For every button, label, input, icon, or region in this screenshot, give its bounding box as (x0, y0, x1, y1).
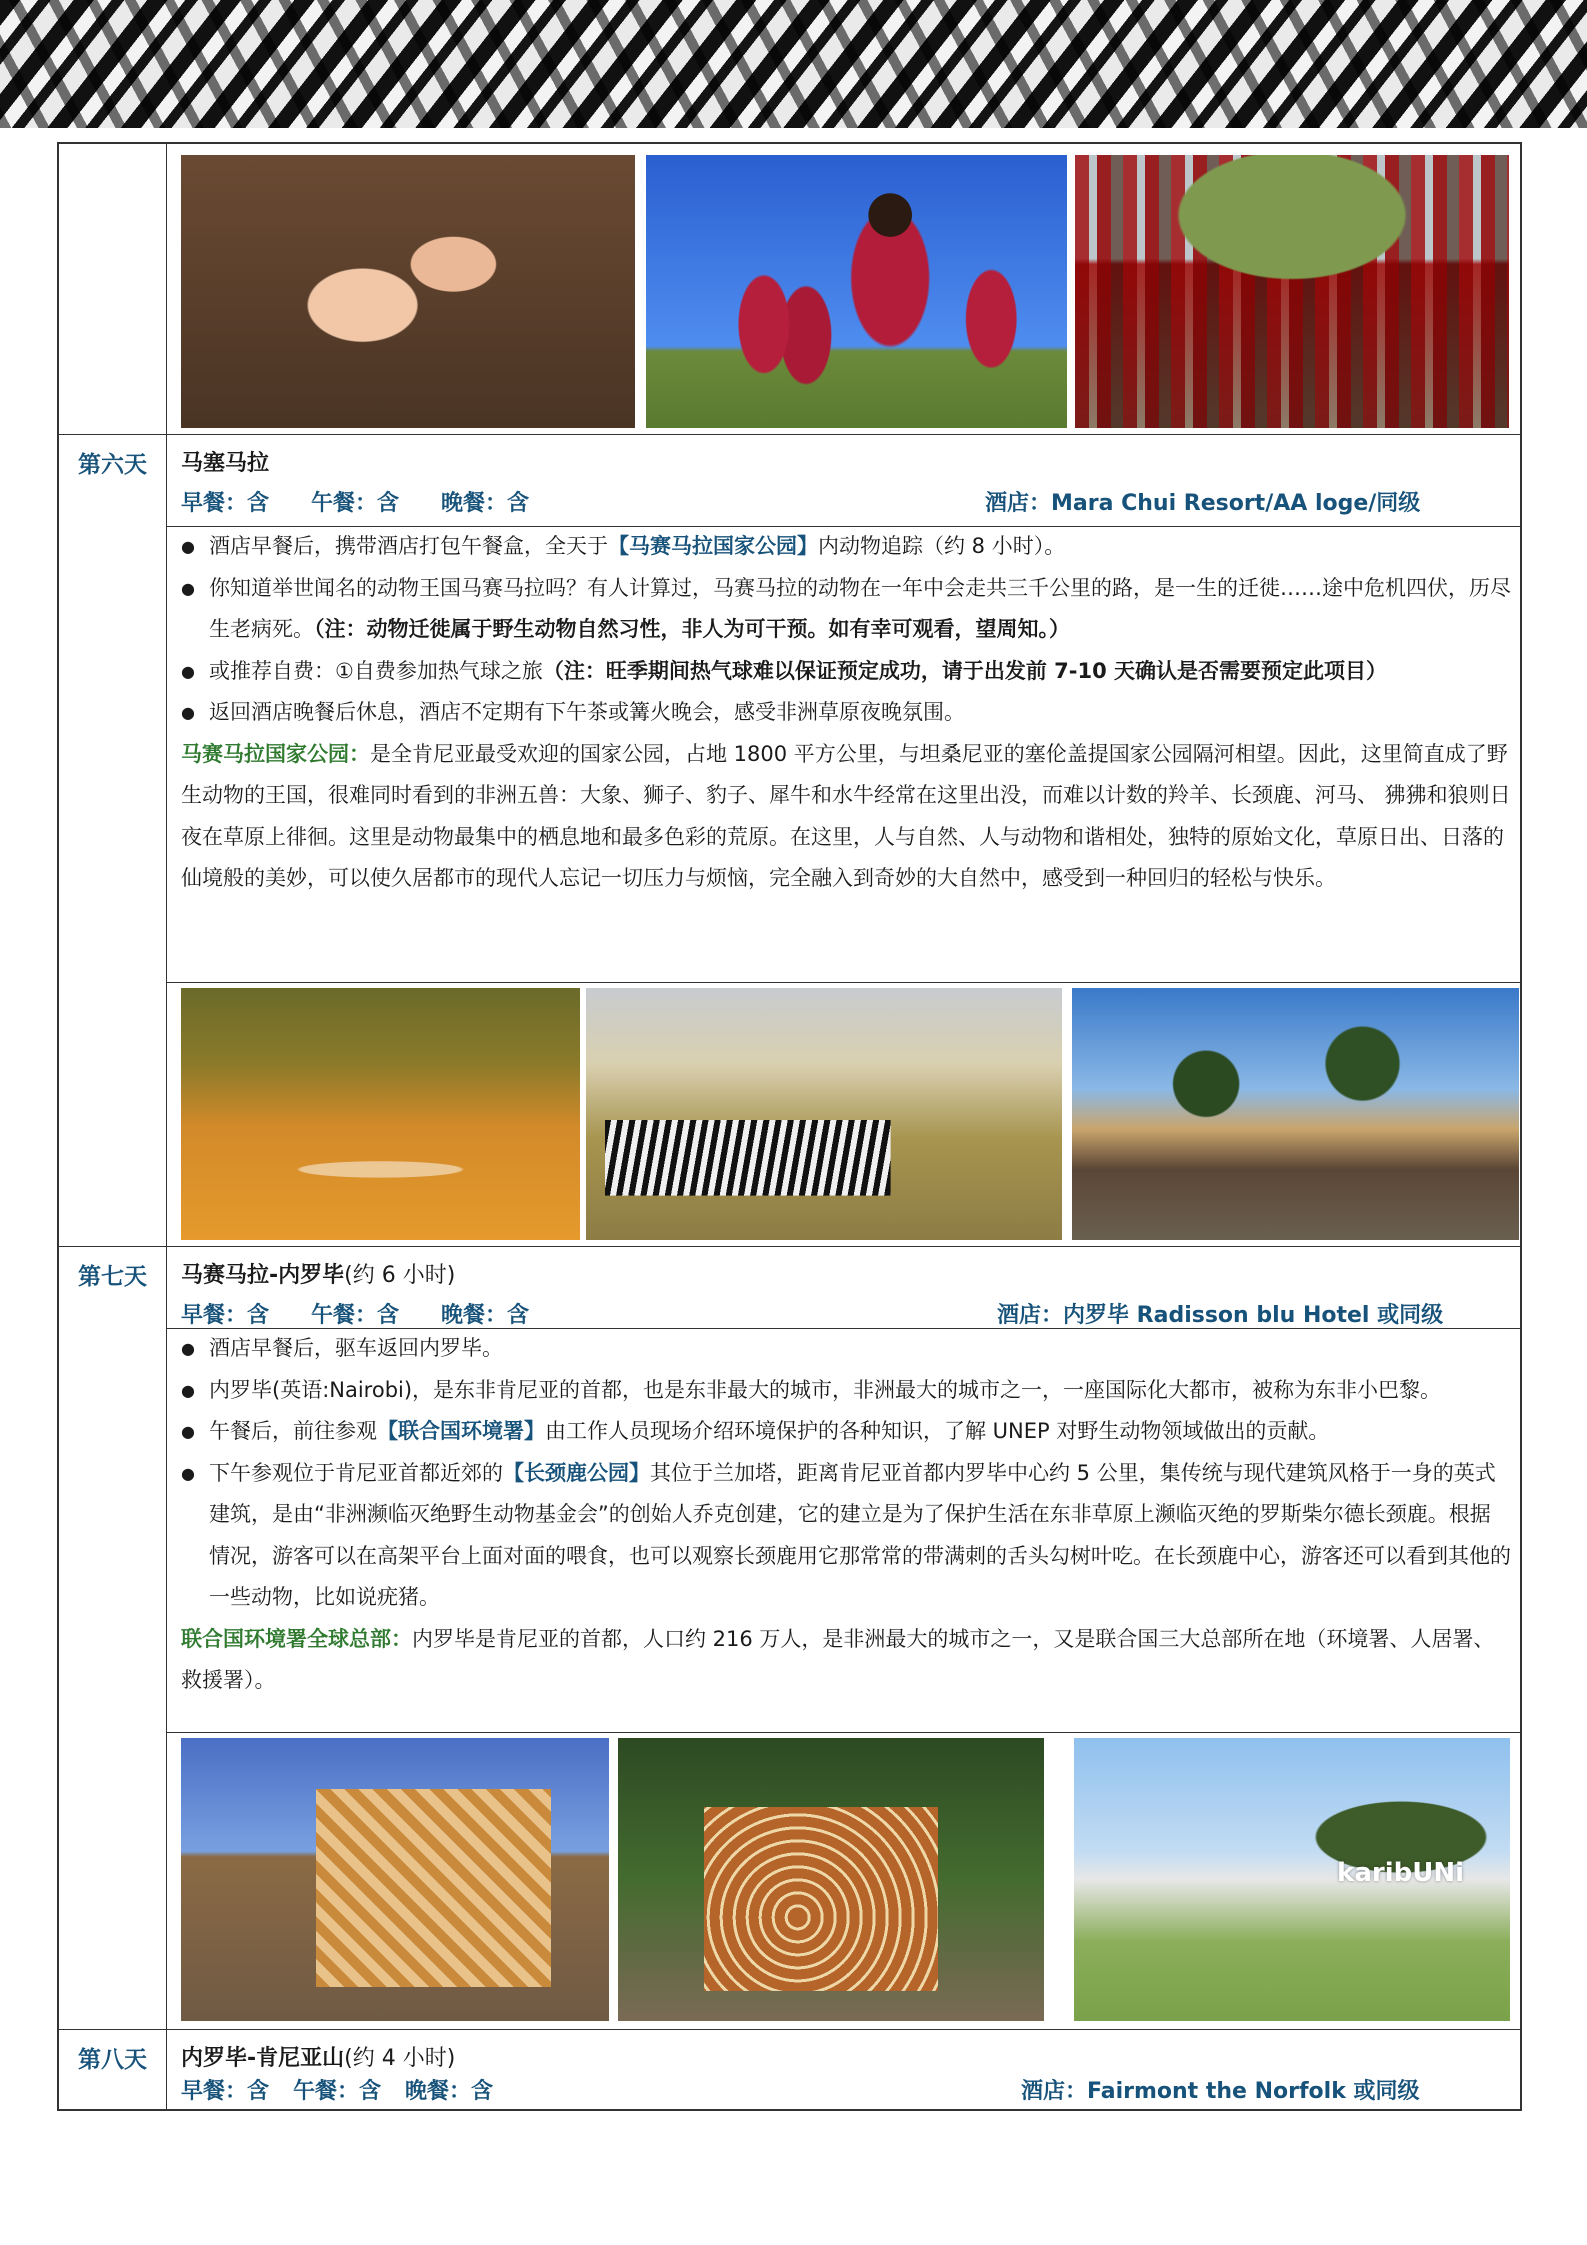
row-divider (167, 982, 1520, 983)
day7-title: 马赛马拉-内罗毕(约 6 小时) (181, 1263, 456, 1288)
day8-lunch: 午餐：含 (293, 2079, 382, 2104)
list-item: ● 下午参观位于肯尼亚首都近郊的【长颈鹿公园】其位于兰加塔，距离肯尼亚首都内罗毕中心约 5 公里，集传统与现代建筑风格于一身的英式建筑，是由“非洲濒临灭绝野生动物基金会”的创始人乔克创建，它的建立是为了保护生活在东非草原上濒临灭绝的罗斯柴尔德长颈鹿。根据情况，游客可以在高架平台上面对面的喂食，也可以观察长颈鹿用它那常常的带满刺的舌头勾树叶吃。在长颈鹿中心，游客还可以看到其他的一些动物，比如说疣猪。 (181, 1453, 1511, 1619)
day8-meals (181, 2074, 517, 2105)
day8-breakfast: 早餐：含 (181, 2079, 270, 2104)
itinerary-table (57, 142, 1522, 2111)
day7-body (181, 1328, 1511, 1702)
giraffe-feeding-photo (181, 1738, 609, 2021)
day6-meals (181, 486, 571, 517)
row-divider (59, 2029, 1520, 2030)
row-divider (59, 434, 1520, 435)
list-item: ● 酒店早餐后，驱车返回内罗毕。 (181, 1328, 1511, 1370)
list-item: ● 酒店早餐后，携带酒店打包午餐盒，全天于【马赛马拉国家公园】内动物追踪（约 8 小时）。 (181, 526, 1511, 568)
day8-dinner: 晚餐：含 (405, 2079, 494, 2104)
day7-label: 第七天 (78, 1264, 147, 1290)
mara-river-photo (1072, 988, 1519, 1240)
unep-intro: 联合国环境署全球总部：内罗毕是肯尼亚的首都，人口约 216 万人，是非洲最大的城市之一，又是联合国三大总部所在地（环境署、人居署、救援署）。 (181, 1626, 1495, 1692)
unep-headquarters-photo (1074, 1738, 1510, 2021)
list-item: ● 内罗毕(英语:Nairobi)，是东非肯尼亚的首都，也是东非最大的城市，非洲最大的城市之一，一座国际化大都市，被称为东非小巴黎。 (181, 1370, 1511, 1412)
school-visit-photo (1075, 155, 1509, 428)
planting-tree-photo (181, 155, 635, 428)
day6-dinner: 晚餐：含 (441, 491, 530, 516)
list-item: ● 返回酒店晚餐后休息，酒店不定期有下午茶或篝火晚会，感受非洲草原夜晚氛围。 (181, 692, 1511, 734)
giraffe-park-photo (618, 1738, 1044, 2021)
day6-hotel: 酒店：Mara Chui Resort/AA loge/同级 (985, 491, 1421, 516)
list-item: ● 午餐后，前往参观【联合国环境署】由工作人员现场介绍环境保护的各种知识，了解 UNEP 对野生动物领域做出的贡献。 (181, 1411, 1511, 1453)
row-divider (167, 1732, 1520, 1733)
savanna-herd-photo (181, 988, 580, 1240)
column-divider (166, 144, 167, 2109)
park-intro: 马赛马拉国家公园：是全肯尼亚最受欢迎的国家公园，占地 1800 平方公里，与坦桑尼亚的塞伦盖提国家公园隔河相望。因此，这里简直成了野生动物的王国，很难同时看到的非洲五兽：大象、狮子、豹子、犀牛和水牛经常在这里出没，而难以计数的羚羊、长颈鹿、河马、 狒狒和狼则日夜在草原上徘徊。这里是动物最集中的栖息地和最多色彩的荒原。在这里，人与自然、人与动物和谐相处，独特的原始文化，草原日出、日落的仙境般的美妙，可以使久居都市的现代人忘记一切压力与烦恼，完全融入到奇妙的大自然中，感受到一种回归的轻松与快乐。 (181, 741, 1511, 890)
day6-breakfast: 早餐：含 (181, 491, 270, 516)
day6-label: 第六天 (78, 452, 147, 478)
day7-lunch: 午餐：含 (311, 1303, 400, 1328)
day7-dinner: 晚餐：含 (441, 1303, 530, 1328)
day7-hotel: 酒店：内罗毕 Radisson blu Hotel 或同级 (997, 1303, 1444, 1328)
day6-lunch: 午餐：含 (311, 491, 400, 516)
day7-meals (181, 1298, 571, 1329)
list-item: ● 你知道举世闻名的动物王国马赛马拉吗？有人计算过，马赛马拉的动物在一年中会走共三千公里的路，是一生的迁徙……途中危机四伏，历尽生老病死。（注：动物迁徙属于野生动物自然习性，非人为可干预。如有幸可观看，望周知。） (181, 568, 1511, 651)
day7-breakfast: 早餐：含 (181, 1303, 270, 1328)
maasai-jumping-photo (646, 155, 1067, 428)
zebra-migration-photo (586, 988, 1062, 1240)
day8-hotel: 酒店：Fairmont the Norfolk 或同级 (1021, 2079, 1420, 2104)
row-divider (59, 1246, 1520, 1247)
day8-title: 内罗毕-肯尼亚山(约 4 小时) (181, 2046, 456, 2071)
day8-label: 第八天 (78, 2047, 147, 2073)
day6-body (181, 526, 1511, 900)
karibuni-sign: karibUNi (1337, 1858, 1464, 1888)
day6-title: 马塞马拉 (181, 451, 270, 476)
list-item: ● 或推荐自费：①自费参加热气球之旅（注：旺季期间热气球难以保证预定成功，请于出发前 7-10 天确认是否需要预定此项目） (181, 651, 1511, 693)
zebra-stripe-banner (0, 0, 1587, 128)
